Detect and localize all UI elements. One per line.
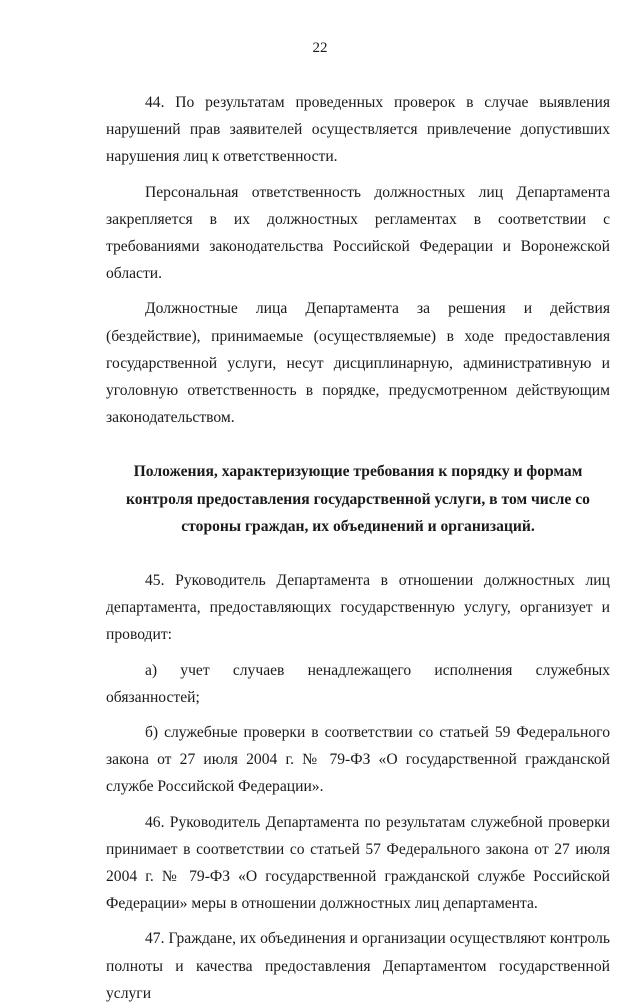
section-heading: Положения, характеризующие требования к порядку и формам контроля предоставления государственной услуги, в том числе со стороны граждан, их объединений и организаций. [126, 463, 590, 535]
paragraph-44: 44. По результатам проведенных проверок в случае выявления нарушений прав заявителей осуществляется привлечение допустивших нарушения лиц к ответственности. [106, 94, 610, 166]
paragraph-officials-responsibility: Должностные лица Департамента за решения и действия (бездействие), принимаемые (осуществляемые) в ходе предоставления государственной услуги, несут дисциплинарную, административную и уголовную ответственность в порядке, предусмотренном действующим законодательством. [106, 300, 610, 427]
paragraph-personal-responsibility: Персональная ответственность должностных лиц Департамента закрепляется в их должностных регламентах в соответствии с требованиями законодательства Российской Федерации и Воронежской области. [106, 183, 610, 283]
paragraph-45: 45. Руководитель Департамента в отношении должностных лиц департамента, предоставляющих государственную услугу, организует и проводит: [106, 572, 610, 644]
list-item-a: а) учет случаев ненадлежащего исполнения служебных обязанностей; [106, 661, 610, 706]
document-body [106, 89, 610, 1007]
paragraph-46: 46. Руководитель Департамента по результатам служебной проверки принимает в соответствии со статьей 57 Федерального закона от 27 июля 2004 г. № 79-ФЗ «О государственной гражданской службе Российской Федерации» меры в отношении должностных лиц департамента. [106, 813, 610, 913]
paragraph-47: 47. Граждане, их объединения и организации осуществляют контроль полноты и качества предоставления Департаментом государственной услуги [106, 930, 610, 1002]
list-item-b: б) служебные проверки в соответствии со статьей 59 Федерального закона от 27 июля 2004 г. № 79-ФЗ «О государственной гражданской службе Российской Федерации». [106, 724, 610, 796]
page-number: 22 [312, 40, 328, 56]
